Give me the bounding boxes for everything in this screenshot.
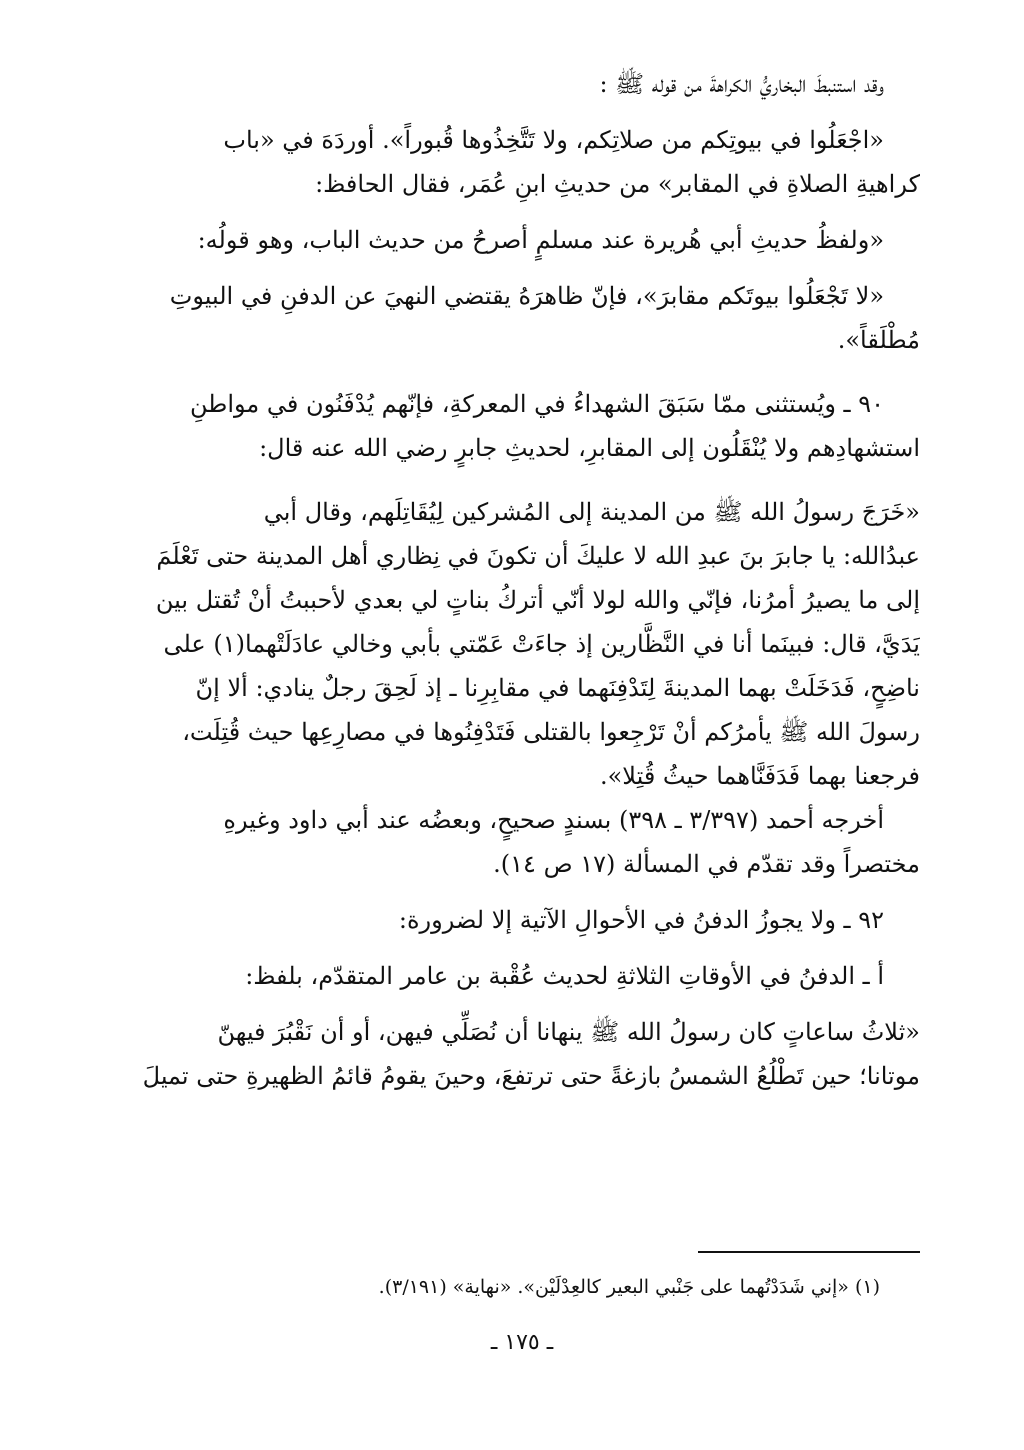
page-number: ـ ١٧٥ ـ — [490, 1330, 554, 1355]
text-line: إلى ما يصيرُ أمرُنا، فإنّي والله لولا أنّي أتركُ بناتٍ لي بعدي لأحببتُ أنْ تُقتل بين — [155, 586, 920, 614]
text-line: ٩٠ ـ ويُستثنى ممّا سَبَقَ الشهداءُ في المعركةِ، فإنّهم يُدْفَنُون في مواطنِ — [189, 390, 884, 418]
text-line: مختصراً وقد تقدّم في المسألة (١٧ ص ١٤). — [493, 850, 920, 878]
paragraph-item-90 — [110, 382, 920, 470]
text-line: أخرجه أحمد (٣/٣٩٧ ـ ٣٩٨) بسندٍ صحيحٍ، وبعضُه عند أبي داود وغيرهِ — [223, 806, 884, 834]
text-line: «خَرَجَ رسولُ الله ﷺ من المدينة إلى المُشركين لِيُقَاتِلَهم، وقال أبي — [263, 498, 920, 526]
text-line: وقد استنبطَ البخاريُّ الكراهةَ من قوله ﷺ : — [599, 70, 884, 98]
text-line: ٩٢ ـ ولا يجوزُ الدفنُ في الأحوالِ الآتية إلا لضرورة: — [398, 906, 884, 934]
text-line: «ولفظُ حديثِ أبي هُريرة عند مسلمٍ أصرحُ من حديث الباب، وهو قولُه: — [197, 226, 884, 254]
text-line: موتانا؛ حين تَطْلُعُ الشمسُ بازغةً حتى ترتفعَ، وحينَ يقومُ قائمُ الظهيرةِ حتى تميلَ — [142, 1062, 920, 1090]
paragraph-jabir-hadith — [110, 490, 920, 798]
page-body — [110, 62, 920, 1098]
paragraph-item-92 — [110, 898, 920, 942]
text-line: يَدَيَّ، قال: فبينَما أنا في النَّظَّارين إذ جاءَتْ عَمّتي بأبي وخالي عادَلَتْهما(١) على — [163, 630, 920, 658]
text-line: «اجْعَلُوا في بيوتِكم من صلاتِكم، ولا تَتَّخِذُوها قُبوراً». أوردَهَ في «باب — [223, 126, 884, 154]
text-line: «لا تَجْعَلُوا بيوتَكم مقابرَ»، فإنّ ظاهرَهُ يقتضي النهيَ عن الدفنِ في البيوتِ — [169, 282, 884, 310]
text-line: كراهيةِ الصلاةِ في المقابر» من حديثِ ابنِ عُمَر، فقال الحافظ: — [315, 170, 920, 198]
paragraph-hadith-prayer-homes — [110, 118, 920, 206]
text-line: عبدُالله: يا جابرَ بنَ عبدِ الله لا عليكَ أن تكونَ في نِظاري أهل المدينة حتى تَعْلَمَ — [156, 542, 920, 570]
text-line: استشهادِهم ولا يُنْقَلُون إلى المقابرِ، لحديثِ جابرٍ رضي الله عنه قال: — [259, 434, 920, 462]
paragraph-item-92-a — [110, 954, 920, 998]
footnote-divider — [698, 1251, 920, 1253]
text-line: رسولَ الله ﷺ يأمرُكم أنْ تَرْجِعوا بالقتلى فَتَدْفِنُوها في مصارِعِها حيث قُتِلَت، — [182, 718, 920, 746]
paragraph-bukhari-intro — [110, 62, 920, 106]
footnote: (١) «إني شَدَدْتُهما على جَنْبي البعير كالعِدْلَيْن». «نهاية» (٣/١٩١). — [378, 1276, 880, 1298]
paragraph-hafiz-quote — [110, 218, 920, 262]
paragraph-no-graves-homes — [110, 274, 920, 362]
paragraph-takhrij — [110, 798, 920, 886]
paragraph-three-hours-hadith — [110, 1010, 920, 1098]
text-line: أ ـ الدفنُ في الأوقاتِ الثلاثةِ لحديث عُقْبة بن عامر المتقدّم، بلفظ: — [245, 962, 884, 990]
text-line: فرجعنا بهما فَدَفَنَّاهما حيثُ قُتِلا». — [599, 762, 920, 790]
text-line: «ثلاثُ ساعاتٍ كان رسولُ الله ﷺ ينهانا أن نُصَلِّي فيهن، أو أن نَقْبُرَ فيهنّ — [217, 1018, 920, 1046]
text-line: ناضِحٍ، فَدَخَلَتْ بهما المدينةَ لِتَدْفِنَهما في مقابِرِنا ـ إذ لَحِقَ رجلٌ ينادي: ألا إنّ — [195, 674, 920, 702]
text-line: مُطْلَقاً». — [837, 326, 920, 354]
